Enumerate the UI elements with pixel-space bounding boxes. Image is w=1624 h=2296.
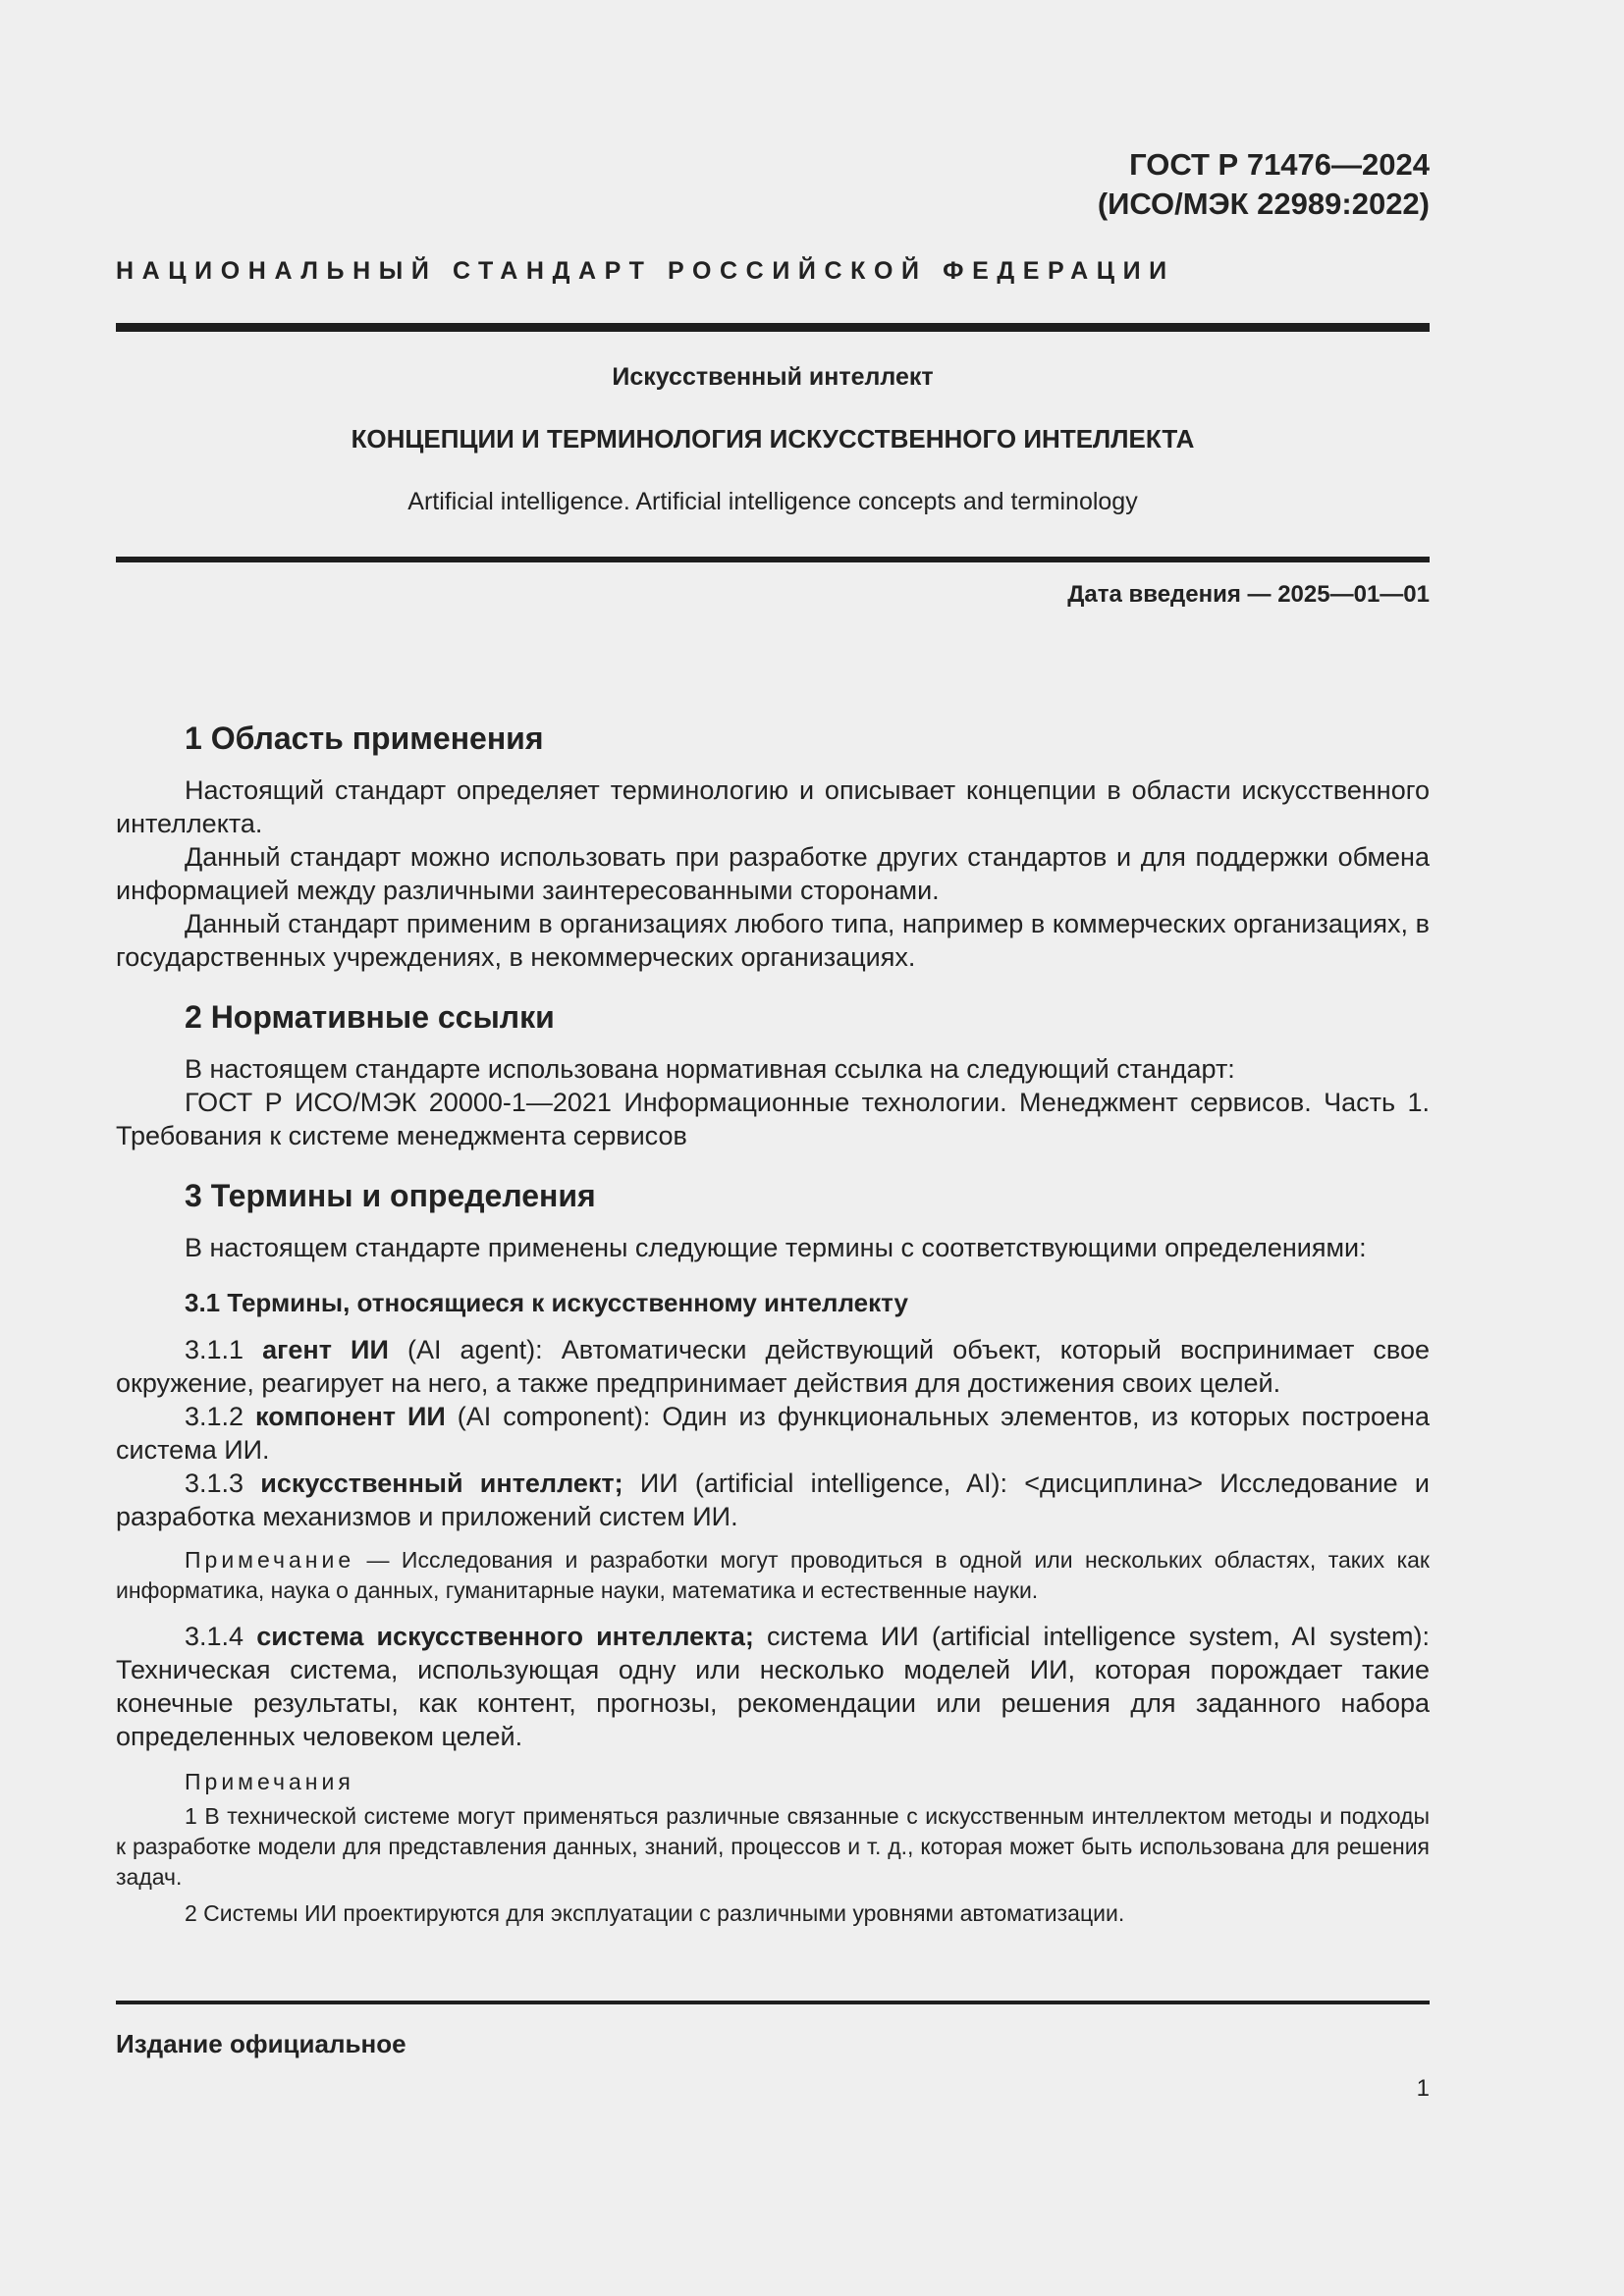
paragraph: Данный стандарт применим в организациях любого типа, например в коммерческих организациях, в государственных учреждениях, в некоммерческих организациях. <box>116 909 1430 972</box>
term-entry <box>116 1333 1430 1400</box>
national-standard-banner: НАЦИОНАЛЬНЫЙ СТАНДАРТ РОССИЙСКОЙ ФЕДЕРАЦИИ <box>116 257 1175 285</box>
term-name: компонент ИИ <box>255 1402 446 1431</box>
term-entry <box>116 1620 1430 1753</box>
standard-number: ГОСТ Р 71476—2024 <box>1129 147 1430 182</box>
term-definition: ИИ (artificial intelligence, AI): <дисциплина> Исследование и разработка механизмов и приложений систем ИИ. <box>116 1468 1430 1531</box>
term-entry <box>116 1467 1430 1533</box>
standard-designation <box>1098 145 1430 224</box>
term-definition: система ИИ (artificial intelligence system, AI system): Техническая система, использующая одну или несколько моделей ИИ, которая порождает такие конечные результаты, как контент, прогнозы, рекомендации или решения для заданного набора определенных человеком целей. <box>116 1622 1430 1751</box>
section-normative-references <box>116 995 1430 1152</box>
term-definition: (AI component): Один из функциональных элементов, из которых построена система ИИ. <box>116 1402 1430 1465</box>
footer-rule <box>116 2001 1430 2004</box>
term-note <box>116 1545 1430 1606</box>
page-number: 1 <box>1416 2075 1430 2102</box>
title-rule <box>116 557 1430 562</box>
term-name: система искусственного интеллекта; <box>256 1622 754 1651</box>
section-terms <box>116 1174 1430 1929</box>
term-number: 3.1.4 <box>185 1622 257 1651</box>
document-title: КОНЦЕПЦИИ И ТЕРМИНОЛОГИЯ ИСКУССТВЕННОГО ИНТЕЛЛЕКТА <box>351 424 1195 454</box>
paragraph: Настоящий стандарт определяет терминологию и описывает концепции в области искусственного интеллекта. <box>116 775 1430 838</box>
subsection-heading: 3.1 Термины, относящиеся к искусственному интеллекту <box>185 1288 908 1317</box>
note-item: 2 Системы ИИ проектируются для эксплуатации с различными уровнями автоматизации. <box>185 1900 1125 1926</box>
section-heading: 1 Область применения <box>185 721 544 756</box>
term-definition: (AI agent): Автоматически действующий объект, который воспринимает свое окружение, реагирует на него, а также предпринимает действия для достижения своих целей. <box>116 1335 1430 1398</box>
term-number: 3.1.3 <box>185 1468 261 1498</box>
term-name: агент ИИ <box>262 1335 389 1364</box>
paragraph: В настоящем стандарте применены следующие термины с соответствующими определениями: <box>185 1233 1367 1262</box>
section-heading: 3 Термины и определения <box>185 1178 596 1213</box>
term-number: 3.1.1 <box>185 1335 263 1364</box>
term-name: искусственный интеллект; <box>260 1468 623 1498</box>
note-label: Примечание <box>185 1547 355 1573</box>
note-item: 1 В технической системе могут применяться различные связанные с искусственным интеллектом методы и подходы к разработке модели для представления данных, знаний, процессов и т. д., которая может быть использована для решения задач. <box>116 1803 1430 1890</box>
note-text: — Исследования и разработки могут проводиться в одной или нескольких областях, таких как информатика, наука о данных, гуманитарные науки, математика и естественные науки. <box>116 1547 1430 1603</box>
document-body <box>116 717 1430 1950</box>
paragraph: В настоящем стандарте использована нормативная ссылка на следующий стандарт: <box>185 1054 1235 1084</box>
document-title-english: Artificial intelligence. Artificial intelligence concepts and terminology <box>407 488 1138 515</box>
top-rule <box>116 323 1430 332</box>
notes-label: Примечания <box>185 1769 354 1794</box>
term-number: 3.1.2 <box>185 1402 256 1431</box>
document-subject: Искусственный интеллект <box>612 363 934 391</box>
section-scope <box>116 717 1430 974</box>
section-heading: 2 Нормативные ссылки <box>185 999 555 1035</box>
introduction-date: Дата введения — 2025—01—01 <box>1067 581 1430 608</box>
term-entry <box>116 1400 1430 1467</box>
iso-number: (ИСО/МЭК 22989:2022) <box>1097 187 1430 221</box>
paragraph: ГОСТ Р ИСО/МЭК 20000-1—2021 Информационные технологии. Менеджмент сервисов. Часть 1. Требования к системе менеджмента сервисов <box>116 1088 1430 1150</box>
edition-label: Издание официальное <box>116 2029 406 2058</box>
paragraph: Данный стандарт можно использовать при разработке других стандартов и для поддержки обмена информацией между различными заинтересованными сторонами. <box>116 842 1430 905</box>
